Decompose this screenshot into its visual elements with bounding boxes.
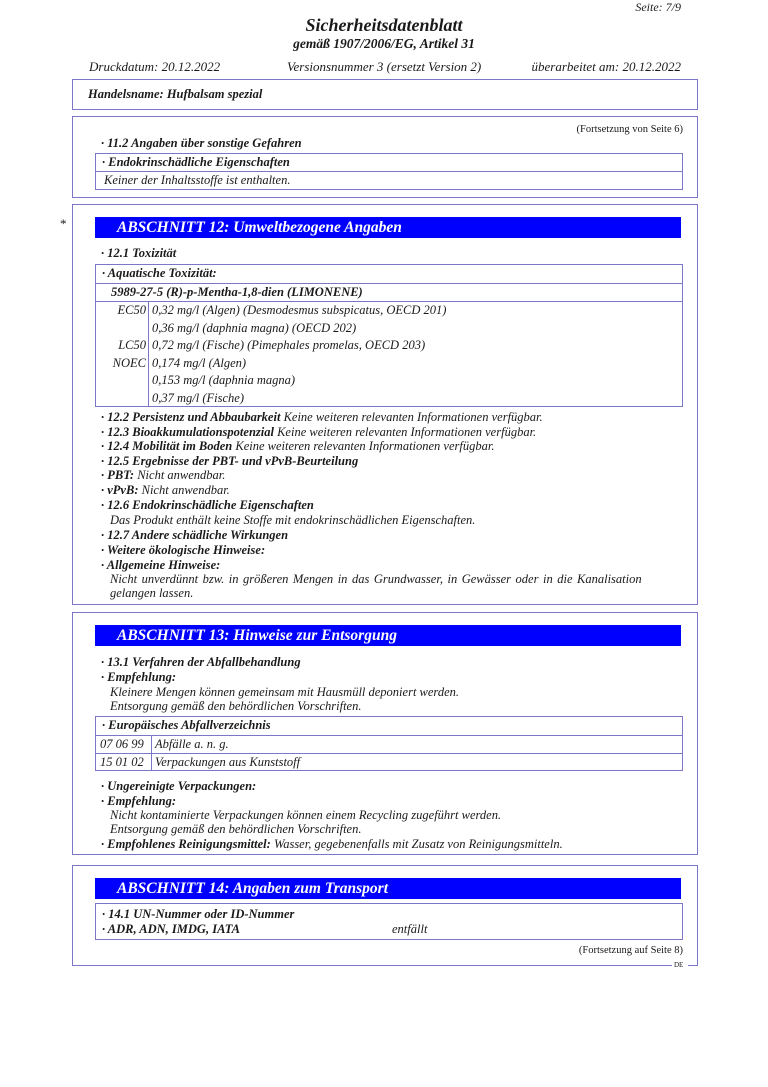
document-title: Sicherheitsdatenblatt [305, 15, 463, 35]
trade-name-box [72, 79, 698, 110]
un-number-table [95, 903, 683, 940]
heading-12-7: · 12.7 Andere schädliche Wirkungen [101, 528, 289, 542]
tox-value: 0,72 mg/l (Fische) (Pimephales promelas, OECD 203) [152, 338, 426, 352]
waste-description: Abfälle a. n. g. [155, 737, 229, 751]
cleaning-agent [101, 837, 563, 852]
recommendation-text-1: Kleinere Mengen können gemeinsam mit Hausmüll deponiert werden. [110, 685, 459, 699]
waste-code: 07 06 99 [100, 737, 144, 751]
tox-value: 0,32 mg/l (Algen) (Desmodesmus subspicatus, OECD 201) [152, 303, 447, 317]
waste-description: Verpackungen aus Kunststoff [155, 755, 301, 769]
section-13-box [72, 612, 698, 855]
tox-type: LC50 [118, 338, 146, 352]
section-13-title: ABSCHNITT 13: Hinweise zur Entsorgung [95, 625, 681, 646]
endocrine-text: Keiner der Inhaltsstoffe ist enthalten. [104, 173, 291, 187]
item-text: Nicht anwendbar. [138, 483, 230, 497]
tox-value: 0,36 mg/l (daphnia magna) (OECD 202) [152, 320, 357, 335]
tox-type: EC50 [117, 303, 146, 317]
uncleaned-text-2: Entsorgung gemäß den behördlichen Vorschriften. [110, 822, 362, 836]
substance-name: 5989-27-5 (R)-p-Mentha-1,8-dien (LIMONENE) [111, 285, 363, 299]
section-12-item [101, 439, 494, 454]
item-text: Keine weiteren relevanten Informationen verfügbar. [232, 439, 495, 454]
section-12-item [101, 425, 536, 440]
item-label: · 12.6 Endokrinschädliche Eigenschaften [101, 497, 314, 512]
item-text: Nicht anwendbar. [134, 468, 226, 483]
tox-value: 0,37 mg/l (Fische) [152, 390, 244, 405]
section-14-title: ABSCHNITT 14: Angaben zum Transport [95, 878, 681, 899]
recommendation-label: · Empfehlung: [101, 670, 177, 684]
item-label: · 12.5 Ergebnisse der PBT- und vPvB-Beurteilung [101, 453, 359, 468]
heading-14-1: · 14.1 UN-Nummer oder ID-Nummer [102, 907, 295, 921]
cleaning-agent-text: Wasser, gegebenenfalls mit Zusatz von Reinigungsmitteln. [270, 837, 563, 851]
section-12-item [101, 410, 543, 425]
change-marker: * [60, 216, 67, 231]
general-notes-text-1: Nicht unverdünnt bzw. in größeren Mengen in das Grundwasser, in Gewässer oder in die Kanalisation [110, 572, 642, 586]
transport-modes-label: · ADR, ADN, IMDG, IATA [102, 922, 240, 936]
document-subtitle: gemäß 1907/2006/EG, Artikel 31 [293, 36, 475, 51]
section-11-box [72, 116, 698, 198]
item-text: Keine weiteren relevanten Informationen verfügbar. [273, 424, 537, 439]
uncleaned-packaging-label: · Ungereinigte Verpackungen: [101, 779, 257, 793]
revised-date: überarbeitet am: 20.12.2022 [531, 59, 681, 74]
print-date: Druckdatum: 20.12.2022 [89, 59, 221, 74]
section-12-item [101, 468, 225, 483]
general-notes-text-2: gelangen lassen. [110, 586, 194, 600]
item-label: · vPvB: [101, 483, 139, 497]
page-number: Seite: 7/9 [635, 0, 681, 14]
cleaning-agent-label: · Empfohlenes Reinigungsmittel: [101, 837, 271, 851]
language-code: DE [674, 961, 684, 969]
tox-type: NOEC [112, 355, 146, 370]
waste-catalogue-label: · Europäisches Abfallverzeichnis [102, 718, 271, 732]
section-12-item [101, 454, 358, 469]
version-number: Versionsnummer 3 (ersetzt Version 2) [287, 59, 482, 74]
endocrine-table [95, 153, 683, 190]
continued-from: (Fortsetzung von Seite 6) [576, 124, 683, 135]
section-12-item [101, 498, 314, 513]
section-12-box [72, 204, 698, 605]
waste-code: 15 01 02 [100, 755, 144, 769]
trade-name: Handelsname: Hufbalsam spezial [88, 87, 263, 101]
waste-catalogue-table [95, 716, 683, 771]
endocrine-label: · Endokrinschädliche Eigenschaften [102, 155, 290, 169]
item-label: · 12.4 Mobilität im Boden [101, 439, 233, 454]
toxicity-table [95, 264, 683, 407]
section-14-box [72, 865, 698, 965]
further-eco-label: · Weitere ökologische Hinweise: [101, 543, 266, 557]
continued-on: (Fortsetzung auf Seite 8) [578, 945, 683, 956]
recommendation-label-2: · Empfehlung: [101, 794, 177, 808]
endocrine-product-text: Das Produkt enthält keine Stoffe mit endokrinschädlichen Eigenschaften. [110, 513, 476, 527]
item-label: · 12.2 Persistenz und Abbaubarkeit [101, 410, 281, 424]
aquatic-label: · Aquatische Toxizität: [102, 266, 217, 280]
heading-11-2: · 11.2 Angaben über sonstige Gefahren [101, 136, 302, 150]
uncleaned-text-1: Nicht kontaminierte Verpackungen können einem Recycling zugeführt werden. [110, 808, 502, 822]
tox-value: 0,174 mg/l (Algen) [152, 355, 247, 370]
recommendation-text-2: Entsorgung gemäß den behördlichen Vorschriften. [110, 699, 362, 713]
transport-modes-value: entfällt [392, 922, 428, 936]
item-label: · 12.3 Bioakkumulationspotenzial [101, 424, 274, 439]
item-text: Keine weiteren relevanten Informationen verfügbar. [280, 410, 543, 424]
section-12-title: ABSCHNITT 12: Umweltbezogene Angaben [95, 217, 681, 238]
heading-13-1: · 13.1 Verfahren der Abfallbehandlung [101, 655, 301, 669]
section-12-item [101, 483, 230, 498]
item-label: · PBT: [101, 468, 135, 483]
general-notes-label: · Allgemeine Hinweise: [101, 558, 221, 572]
tox-value: 0,153 mg/l (daphnia magna) [152, 373, 296, 387]
heading-12-1: · 12.1 Toxizität [101, 246, 177, 260]
